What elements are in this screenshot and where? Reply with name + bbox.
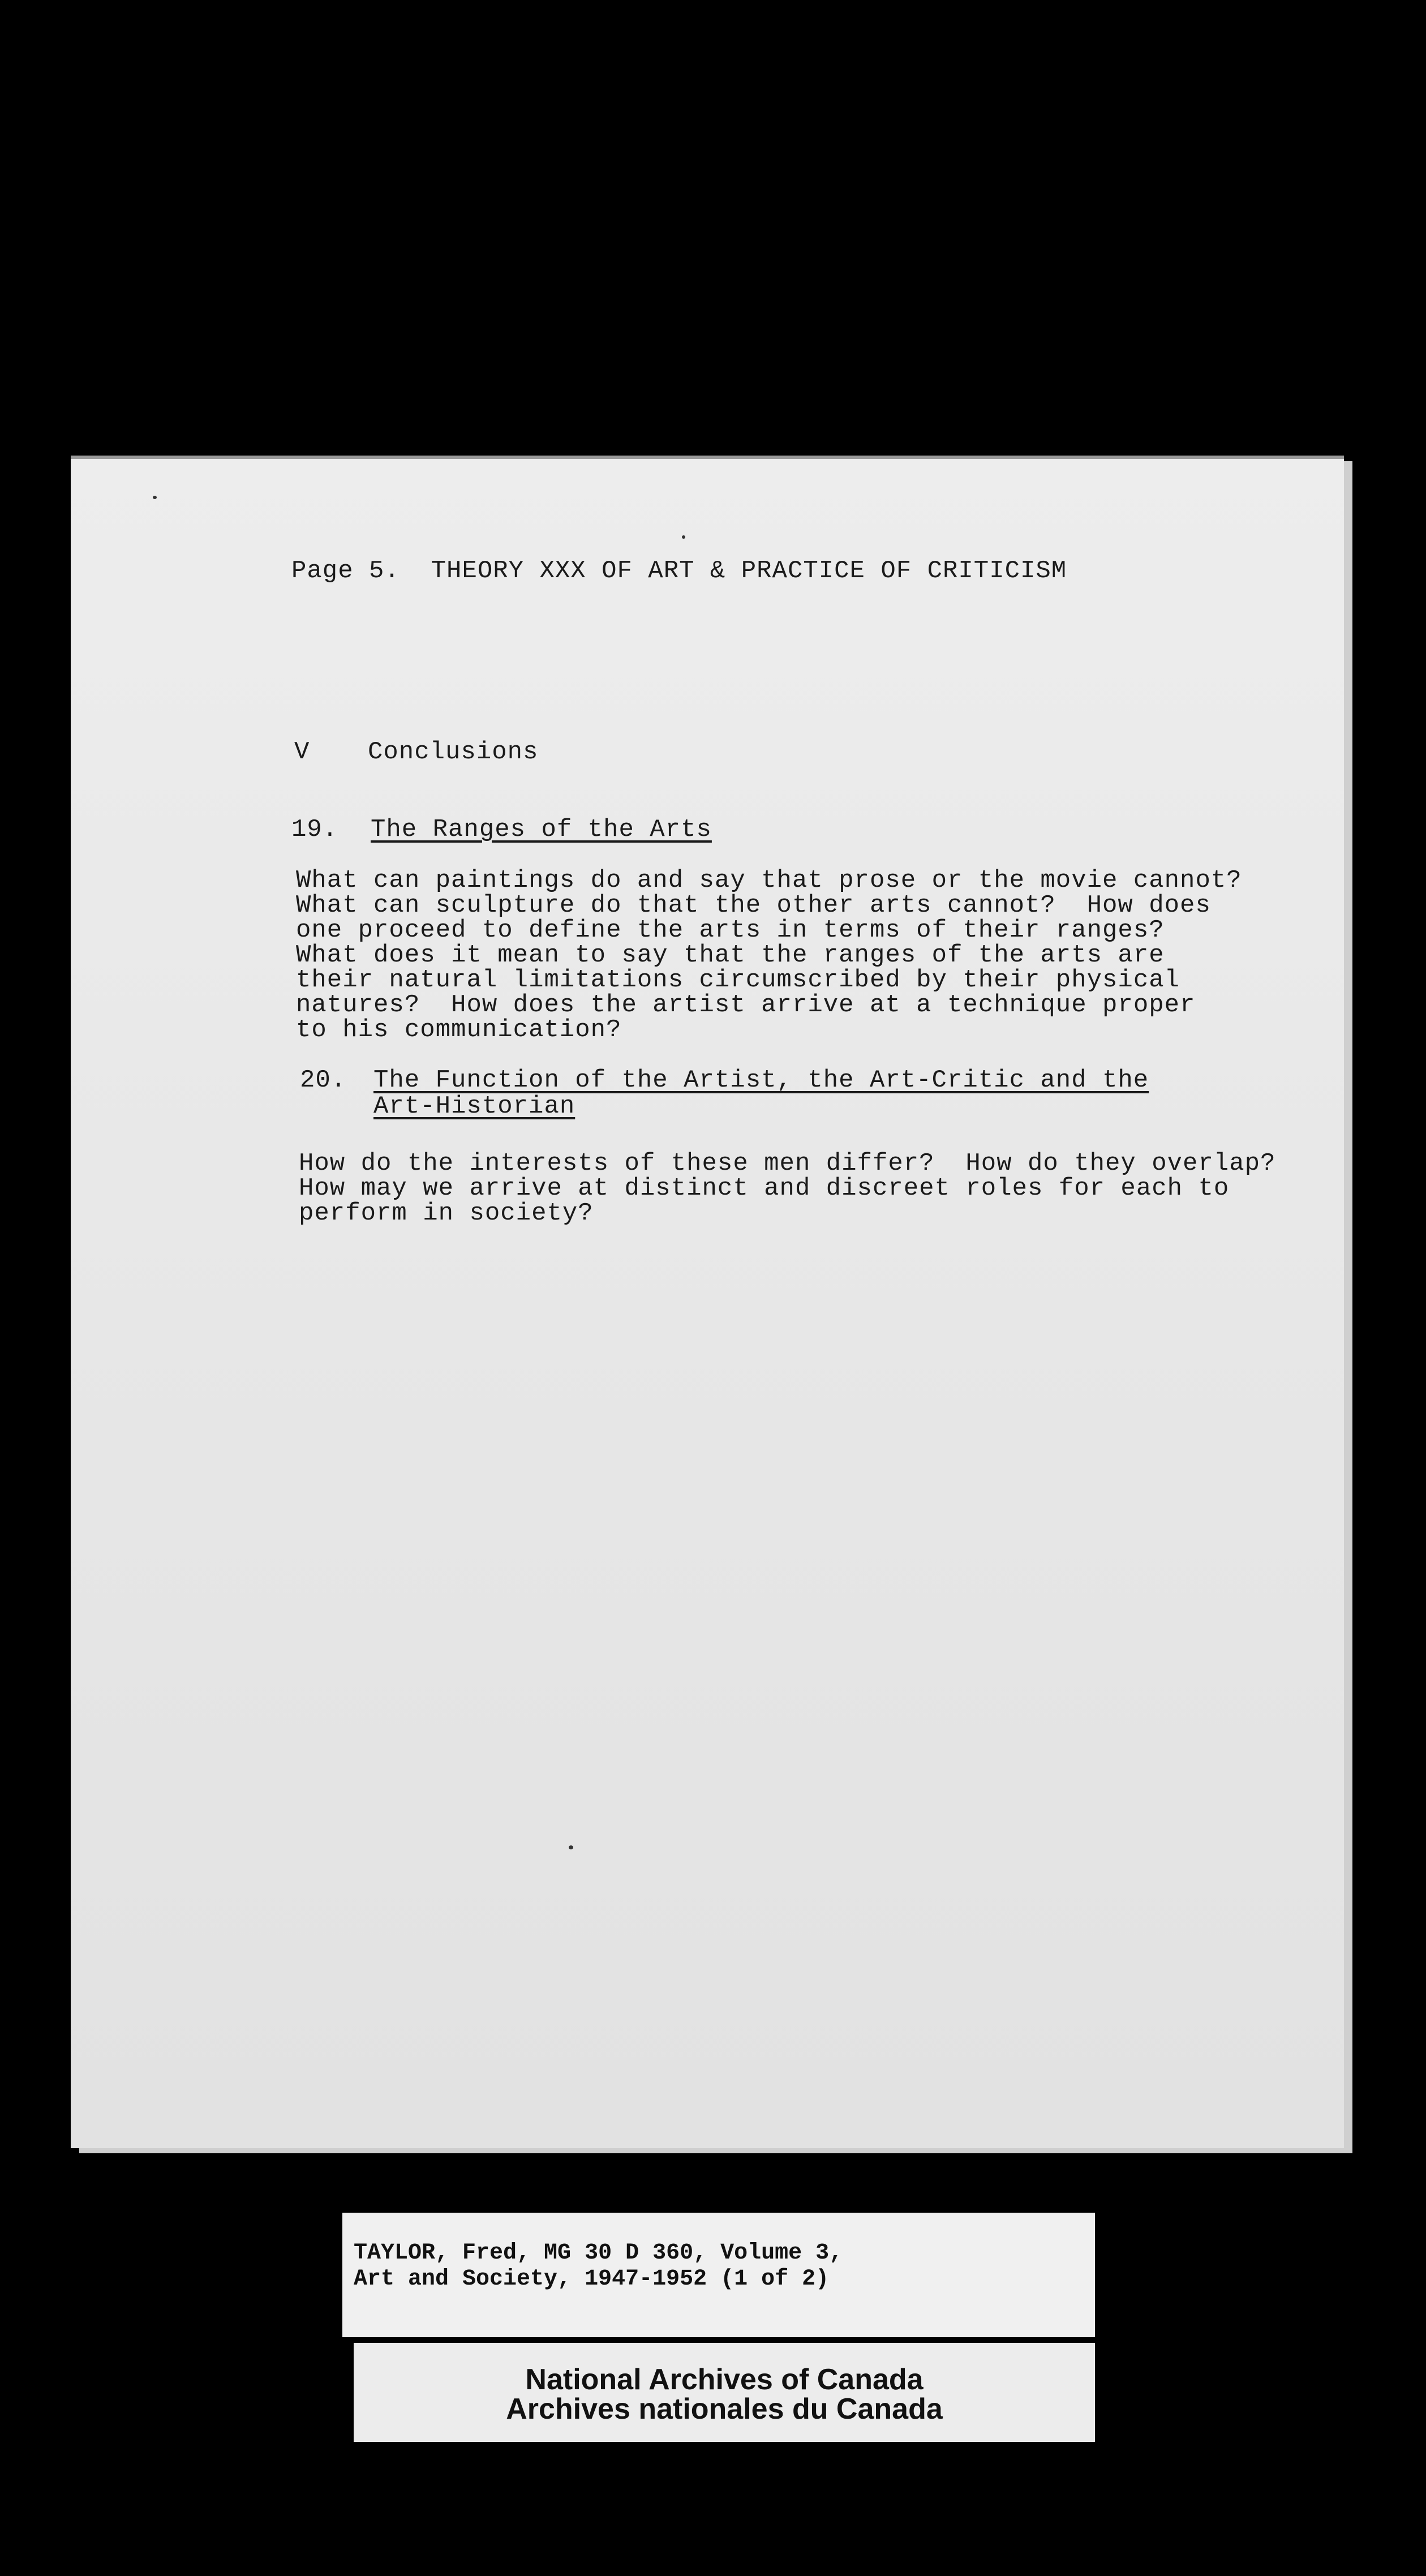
item-number: 19. — [291, 815, 338, 844]
archive-stamp — [354, 2343, 1095, 2442]
page-header: Page 5. THEORY XXX OF ART & PRACTICE OF CRITICISM — [291, 557, 1067, 585]
body-line: How do the interests of these men differ? How do they overlap? — [299, 1149, 1276, 1178]
archive-label-line: Art and Society, 1947-1952 (1 of 2) — [354, 2266, 830, 2292]
body-line: What can paintings do and say that prose or the movie cannot? — [296, 866, 1242, 895]
item-number: 20. — [300, 1066, 347, 1094]
paper-speck — [682, 535, 685, 539]
body-line: perform in society? — [299, 1199, 594, 1227]
body-line: to his communication? — [296, 1016, 622, 1044]
section-title: Conclusions — [368, 738, 539, 766]
paper-speck — [569, 1845, 573, 1849]
body-line: How may we arrive at distinct and discreet roles for each to — [299, 1174, 1230, 1203]
archive-label — [342, 2213, 1095, 2337]
section-numeral: V — [294, 738, 310, 766]
archive-stamp-line: National Archives of Canada — [525, 2363, 924, 2396]
body-line: What does it mean to say that the ranges of the arts are — [296, 941, 1165, 969]
item-title: The Ranges of the Arts — [371, 815, 712, 844]
item-title: Art-Historian — [373, 1092, 575, 1120]
body-line: their natural limitations circumscribed by their physical — [296, 966, 1180, 994]
paper-speck — [153, 496, 157, 499]
archive-stamp-line: Archives nationales du Canada — [506, 2393, 943, 2425]
item-title: The Function of the Artist, the Art-Critic and the — [373, 1066, 1149, 1094]
archive-label-line: TAYLOR, Fred, MG 30 D 360, Volume 3, — [354, 2240, 843, 2266]
body-line: What can sculpture do that the other arts cannot? How does — [296, 891, 1211, 920]
body-line: one proceed to define the arts in terms of their ranges? — [296, 916, 1165, 944]
body-line: natures? How does the artist arrive at a technique proper — [296, 991, 1196, 1019]
document-page — [71, 456, 1344, 2148]
document-page-stack — [71, 456, 1352, 2153]
